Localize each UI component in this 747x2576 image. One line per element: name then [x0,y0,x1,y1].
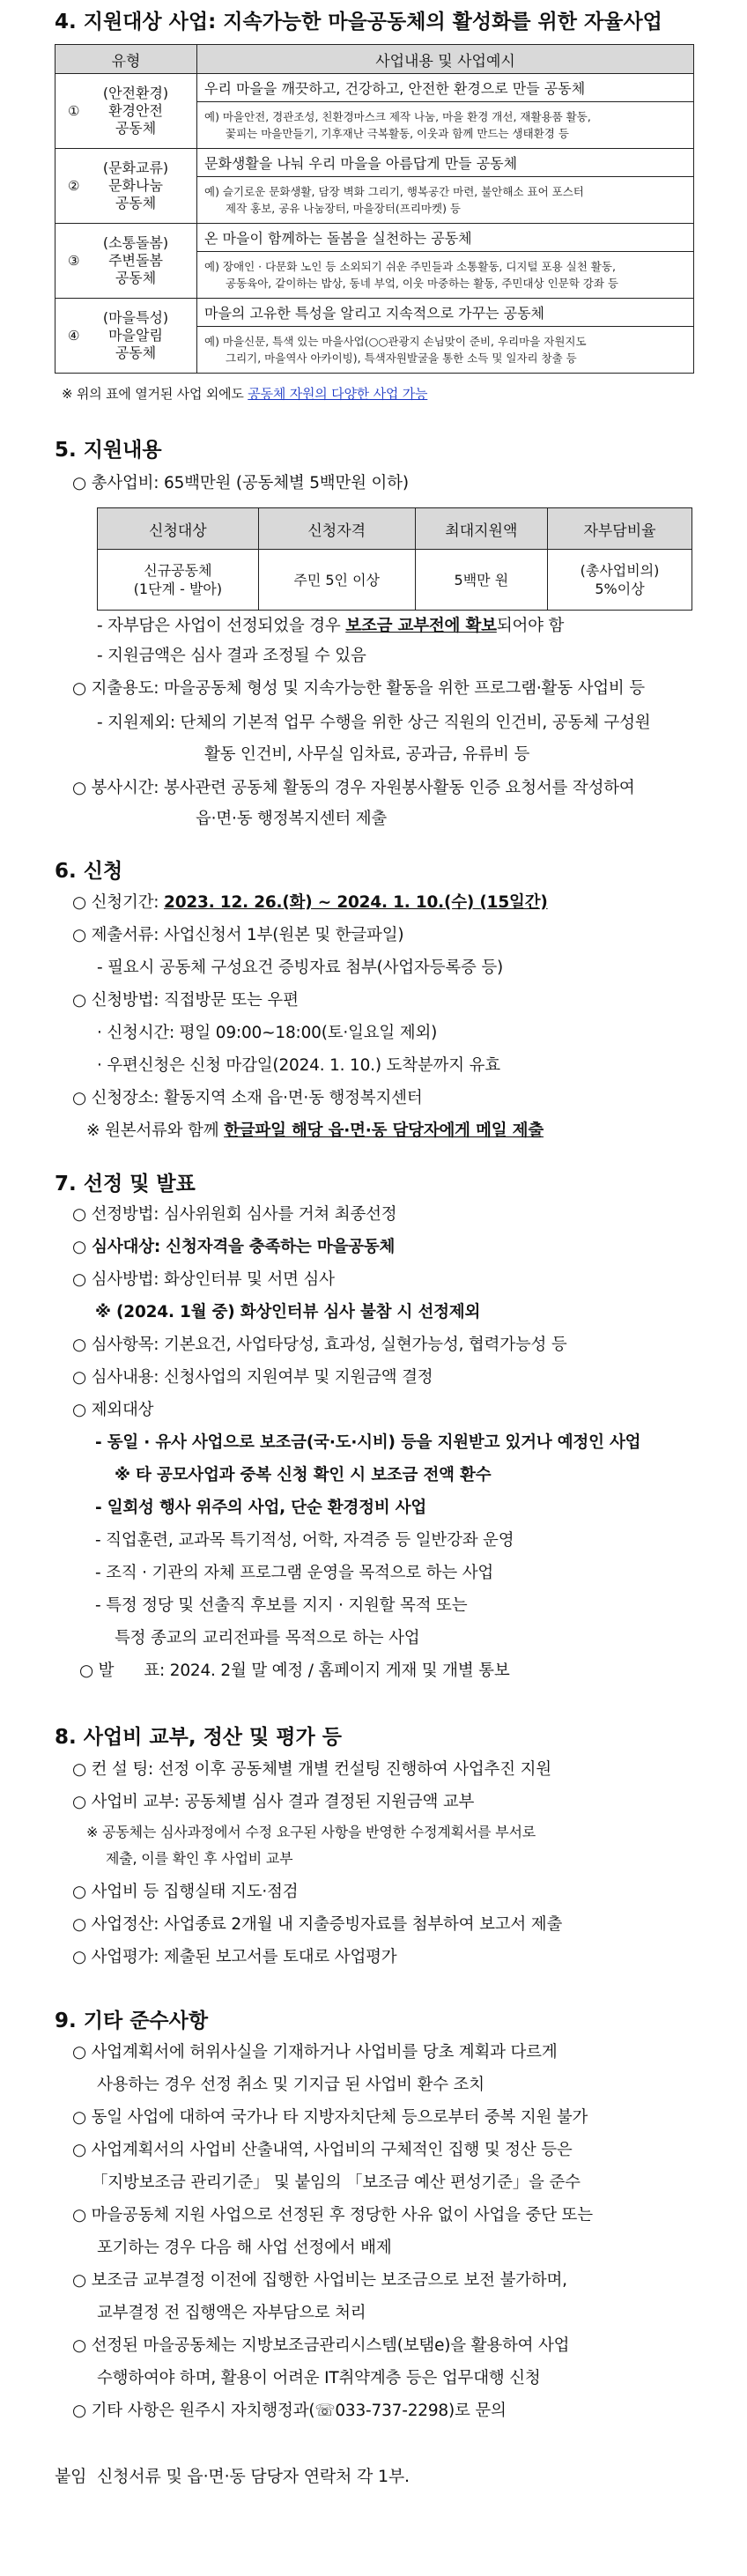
s5-line-3: ○ 지출용도: 마을공동체 형성 및 지속가능한 활동을 위한 프로그램·활동 사업비 등 [72,679,645,698]
text: ○ 신청기간: [72,893,159,912]
table-row [55,224,694,252]
category-label: 문화나눔 [108,177,163,194]
category-label: (소통돌봄) [102,234,169,251]
emphasis-text: 한글파일 해당 읍·면·동 담당자에게 메일 제출 [224,1121,544,1140]
table-row [98,550,692,611]
example-line: 그리기, 마을역사 아카이빙), 특색자원발굴을 통한 소득 및 일자리 창출 등 [226,352,577,365]
cell-text: 5%이상 [595,581,645,597]
s7-line-1: ○ 선정방법: 심사위원회 심사를 거쳐 최종선정 [72,1205,397,1224]
attachment-line: 붙임 신청서류 및 읍·면·동 담당자 연락처 각 1부. [55,2467,410,2486]
s9-line-7: 포기하는 경우 다음 해 사업 선정에서 배제 [97,2239,392,2257]
row-number: ④ [68,328,80,344]
table-row [55,299,694,327]
category-label: (안전환경) [102,85,169,101]
s6-line-5: · 신청시간: 평일 09:00~18:00(토·일요일 제외) [97,1024,438,1042]
period-text: 2023. 12. 26.(화) ~ 2024. 1. 10.(수) (15일간) [164,893,548,912]
s7-line-6: ○ 심사내용: 신청사업의 지원여부 및 지원금액 결정 [72,1368,433,1387]
category-cell [55,74,197,149]
budget-line: ○ 총사업비: 65백만원 (공동체별 5백만원 이하) [72,474,409,492]
example-line: 꽃피는 마을만들기, 기후재난 극복활동, 이웃과 함께 만드는 생태환경 등 [226,127,569,140]
s7-line-3: ○ 심사방법: 화상인터뷰 및 서면 심사 [72,1270,335,1289]
category-label: 공동체 [115,120,157,137]
table-header: 사업내용 및 사업예시 [197,45,694,74]
s7-line-7: ○ 제외대상 [72,1401,154,1419]
table-header-row [55,45,694,74]
table-cell: 5백만 원 [415,550,547,611]
s9-line-2: 사용하는 경우 선정 취소 및 기지급 된 사업비 환수 조치 [97,2076,484,2094]
s8-line-5: ○ 사업비 등 집행실태 지도·점검 [72,1883,299,1901]
s9-line-12: ○ 기타 사항은 원주시 자치행정과(☏033-737-2298)로 문의 [72,2402,507,2420]
table-header: 유형 [55,45,197,74]
category-label: 주변돌봄 [108,252,163,269]
category-label: 마을알림 [108,327,163,344]
business-content: 우리 마을을 깨끗하고, 건강하고, 안전한 환경으로 만들 공동체 [197,74,694,102]
s9-line-11: 수행하여야 하며, 활용이 어려운 IT취약계층 등은 업무대행 신청 [97,2369,541,2387]
section-9-title: 9. 기타 준수사항 [55,2010,209,2032]
business-content: 문화생활을 나눠 우리 마을을 아름답게 만들 공동체 [197,149,694,177]
s9-line-10: ○ 선정된 마을공동체는 지방보조금관리시스템(보탬e)을 활용하여 사업 [72,2336,570,2355]
s7-line-10: - 일회성 행사 위주의 사업, 단순 환경정비 사업 [95,1499,427,1517]
s9-line-6: ○ 마을공동체 지원 사업으로 선정된 후 정당한 사유 없이 사업을 중단 또는 [72,2206,593,2224]
table-cell [548,550,692,611]
emphasis-text: 보조금 교부전에 확보 [345,617,497,635]
s7-line-5: ○ 심사항목: 기본요건, 사업타당성, 효과성, 실현가능성, 협력가능성 등 [72,1336,567,1354]
s8-line-6: ○ 사업정산: 사업종료 2개월 내 지출증빙자료를 첨부하여 보고서 제출 [72,1915,563,1934]
s7-line-11: - 직업훈련, 교과목 특기적성, 어학, 자격증 등 일반강좌 운영 [95,1531,514,1550]
table-header: 최대지원액 [415,508,547,550]
note-text: ※ 위의 표에 열거된 사업 외에도 [62,386,244,402]
s7-line-9: ※ 타 공모사업과 중복 신청 확인 시 보조금 전액 환수 [115,1466,492,1484]
s8-line-2: ○ 사업비 교부: 공동체별 심사 결과 결정된 지원금액 교부 [72,1793,475,1811]
s7-line-13: - 특정 정당 및 선출직 후보를 지지 · 지원할 목적 또는 [95,1596,468,1615]
example-line: 예) 마을신문, 특색 있는 마을사업(○○관광지 손님맞이 준비, 우리마을 자원지도 [204,335,587,348]
s5-line-1 [97,613,564,636]
table-header-row [98,508,692,550]
category-label: 환경안전 [108,102,163,119]
s8-line-1: ○ 컨 설 팅: 선정 이후 공동체별 개별 컨설팅 진행하여 사업추진 지원 [72,1760,551,1779]
section-8-title: 8. 사업비 교부, 정산 및 평가 등 [55,1726,342,1749]
example-line: 제작 홍보, 공유 나눔장터, 마을장터(프리마켓) 등 [226,202,461,215]
section-4-title: 4. 지원대상 사업: 지속가능한 마을공동체의 활성화를 위한 자율사업 [55,11,662,33]
s8-line-3: ※ 공동체는 심사과정에서 수정 요구된 사항을 반영한 수정계획서를 부서로 [86,1824,536,1840]
business-example [197,177,694,224]
text: - 자부담은 사업이 선정되었을 경우 [97,617,341,635]
table-header: 신청자격 [258,508,415,550]
s6-line-6: · 우편신청은 신청 마감일(2024. 1. 10.) 도착분까지 유효 [97,1056,500,1075]
text: 되어야 함 [496,617,565,635]
category-label: (문화교류) [102,159,169,176]
s9-line-3: ○ 동일 사업에 대하여 국가나 타 지방자치단체 등으로부터 중복 지원 불가 [72,2108,588,2127]
category-label: 공동체 [115,195,157,211]
s6-line-7: ○ 신청장소: 활동지역 소재 읍·면·동 행정복지센터 [72,1089,423,1107]
s6-line-4: ○ 신청방법: 직접방문 또는 우편 [72,991,299,1010]
section-7-title: 7. 선정 및 발표 [55,1173,196,1195]
business-content: 마을의 고유한 특성을 알리고 지속적으로 가꾸는 공동체 [197,299,694,327]
cell-text: 신규공동체 [144,562,212,579]
s7-line-12: - 조직 · 기관의 자체 프로그램 운영을 목적으로 하는 사업 [95,1564,494,1582]
section-5-title: 5. 지원내용 [55,439,162,462]
support-amount-table [97,507,692,611]
s5-line-4: - 지원제외: 단체의 기본적 업무 수행을 위한 상근 직원의 인건비, 공동체 구성원 [97,714,651,732]
example-line: 공동육아, 같이하는 밥상, 동네 부엌, 이웃 마중하는 활동, 주민대상 인문학 강좌 등 [226,277,619,290]
table-header: 신청대상 [98,508,259,550]
s9-line-9: 교부결정 전 집행액은 자부담으로 처리 [97,2304,366,2322]
cell-text: (총사업비의) [580,562,660,579]
s7-line-2: ○ 심사대상: 신청자격을 충족하는 마을공동체 [72,1238,396,1256]
business-example [197,252,694,299]
example-line: 예) 슬기로운 문화생활, 담장 벽화 그리기, 행복공간 마련, 불안해소 표어 포스터 [204,185,584,198]
cell-text: (1단계 - 발아) [133,581,223,597]
s6-line-2: ○ 제출서류: 사업신청서 1부(원본 및 한글파일) [72,926,404,944]
s7-line-8: - 동일 · 유사 사업으로 보조금(국·도·시비) 등을 지원받고 있거나 예정인 사업 [95,1433,641,1452]
section-6-title: 6. 신청 [55,860,123,883]
row-number: ② [68,178,80,194]
category-cell [55,224,197,299]
s7-line-15: ○ 발 표: 2024. 2월 말 예정 / 홈페이지 게재 및 개별 통보 [79,1662,510,1680]
s7-line-14: 특정 종교의 교리전파를 목적으로 하는 사업 [115,1629,420,1647]
s7-line-4: ※ (2024. 1월 중) 화상인터뷰 심사 불참 시 선정제외 [95,1303,481,1321]
example-line: 예) 장애인 · 다문화 노인 등 소외되기 쉬운 주민들과 소통활동, 디지털 포용 실천 활동, [204,260,616,273]
row-number: ③ [68,253,80,269]
section-4-note [62,384,427,403]
category-cell [55,149,197,224]
row-number: ① [68,103,80,119]
example-line: 예) 마을안전, 경관조성, 친환경마스크 제작 나눔, 마을 환경 개선, 재활용품 활동, [204,110,591,123]
s8-line-4: 제출, 이를 확인 후 사업비 교부 [106,1850,293,1867]
s5-line-5: 활동 인건비, 사무실 임차료, 공과금, 유류비 등 [204,745,530,764]
table-cell: 주민 5인 이상 [258,550,415,611]
category-cell [55,299,197,374]
table-header: 자부담비율 [548,508,692,550]
table-row [55,149,694,177]
category-label: 공동체 [115,344,157,361]
table-cell [98,550,259,611]
business-example [197,102,694,149]
s6-line-3: - 필요시 공동체 구성요건 증빙자료 첨부(사업자등록증 등) [97,959,504,977]
text: ※ 원본서류와 함께 [86,1121,219,1140]
s9-line-5: 「지방보조금 관리기준」 및 붙임의 「보조금 예산 편성기준」을 준수 [92,2173,581,2192]
category-label: (마을특성) [102,309,169,326]
category-label: 공동체 [115,270,157,286]
s9-line-8: ○ 보조금 교부결정 이전에 집행한 사업비는 보조금으로 보전 불가하며, [72,2271,567,2290]
s6-line-1 [72,890,548,913]
s6-line-8 [86,1118,544,1141]
s5-line-7: 읍·면·동 행정복지센터 제출 [196,810,388,828]
s5-line-6: ○ 봉사시간: 봉사관련 공동체 활동의 경우 자원봉사활동 인증 요청서를 작성하여 [72,779,635,797]
s5-line-2: - 지원금액은 심사 결과 조정될 수 있음 [97,647,366,665]
s9-line-1: ○ 사업계획서에 허위사실을 기재하거나 사업비를 당초 계획과 다르게 [72,2043,558,2062]
business-content: 온 마을이 함께하는 돌봄을 실천하는 공동체 [197,224,694,252]
table-row [55,74,694,102]
s8-line-7: ○ 사업평가: 제출된 보고서를 토대로 사업평가 [72,1948,397,1966]
business-example [197,327,694,374]
support-type-table [55,44,694,374]
s9-line-4: ○ 사업계획서의 사업비 산출내역, 사업비의 구체적인 집행 및 정산 등은 [72,2141,573,2159]
note-link[interactable]: 공동체 자원의 다양한 사업 가능 [248,386,428,402]
